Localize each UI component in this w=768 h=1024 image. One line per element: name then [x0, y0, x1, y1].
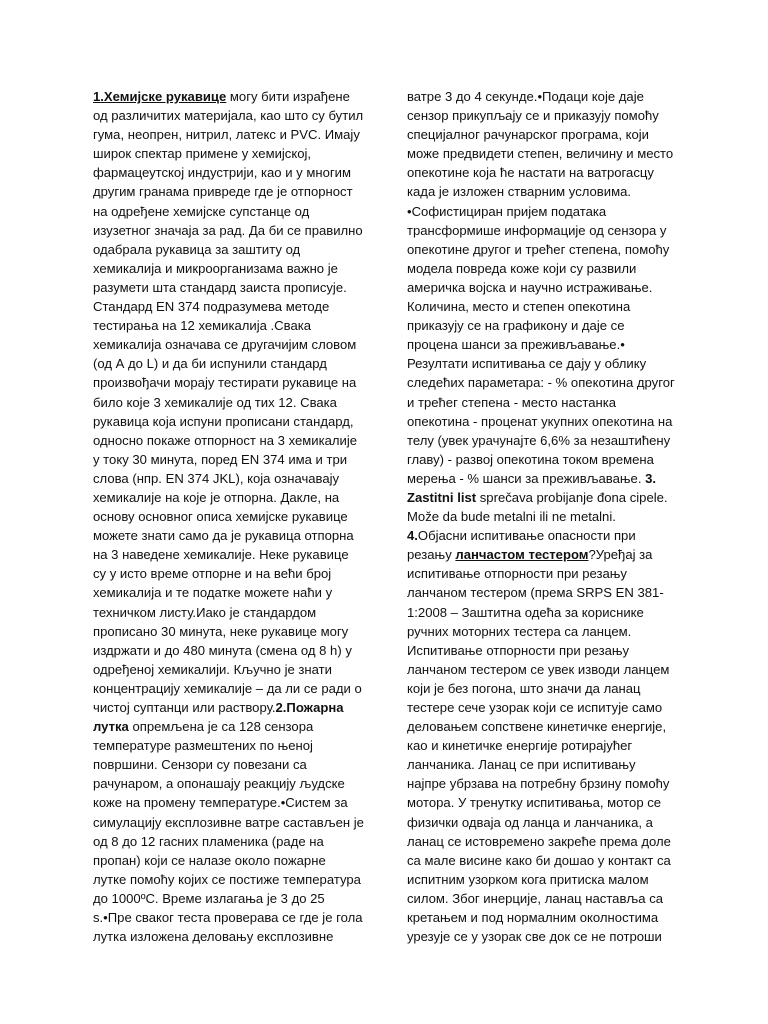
- text-line: (од А до L) и да би испунили стандард: [93, 356, 327, 372]
- section-3-number: 3.: [645, 470, 657, 486]
- right-column: [407, 87, 683, 946]
- text-line: урезује се у узорак све док се не потроши: [407, 929, 662, 945]
- text-line: Резултати испитивања се дају у облику: [407, 356, 647, 372]
- text-line: силом. Због инерције, ланац наставља са: [407, 890, 664, 906]
- text-line: опекотине другог и трећег степена, помоћу: [407, 241, 670, 257]
- text-line: физички одваја од ланца и ланчаника, а: [407, 814, 653, 830]
- text-line: можете знати само да је рукавица отпорна: [93, 528, 354, 544]
- text-line: процена шанси за преживљавање.•: [407, 337, 625, 353]
- text-line: може предвидети степен, величину и место: [407, 146, 674, 162]
- text-line: ланчаном тестером се увек изводи ланцем: [407, 661, 670, 677]
- text-line: хемикалија означава се другачијим словом: [93, 337, 357, 353]
- left-text-block-2: [93, 736, 379, 946]
- text-line: следећих параметара: - % опекотина другог: [407, 375, 675, 391]
- text-line: најпре убрзава на потребну брзину помоћу: [407, 776, 670, 792]
- text-line: изузетног значаја за рад. Да би се правилно: [93, 222, 363, 238]
- text-line: •Софистициран пријем података: [407, 203, 607, 219]
- left-column: [93, 87, 379, 946]
- text-line: Испитивање отпорности при резању: [407, 642, 630, 658]
- text-line: разумети шта стандард заиста прописује.: [93, 279, 347, 295]
- text-line: ланац се истовремено закреће према доле: [407, 833, 671, 849]
- text-line: испитним узорком кога притиска малом: [407, 871, 649, 887]
- right-text-block-1: [407, 87, 683, 469]
- section-4-number: 4.: [407, 528, 418, 544]
- text-line: телу (увек урачунајте 6,6% за незаштићену: [407, 432, 671, 448]
- text-line: опекотине која ће настати на ватрогасцу: [407, 165, 654, 181]
- text-line: температуре размештених по њеној: [93, 738, 313, 754]
- text-line: лутка опремљена је са 128 сензора: [93, 719, 314, 735]
- text-line: фармацеутској индустрији, као и у многим: [93, 165, 351, 181]
- text-line: Стандард EN 374 подразумева методе: [93, 299, 330, 315]
- text-line: 4.Објасни испитивање опасности при: [407, 528, 636, 544]
- text-line: техничком листу.Иако је стандардом: [93, 604, 317, 620]
- text-line: хемикалија и те податке можете наћи у: [93, 585, 333, 601]
- text-line: хемикалија и микроорганизама важно је: [93, 260, 338, 276]
- text-line: од различитих материјала, као што су бутил: [93, 108, 364, 124]
- text-line: са мале висине како би дошао у контакт са: [407, 852, 671, 868]
- text-line: ручних моторних тестера са ланцем.: [407, 623, 632, 639]
- text-line: Može da bude metalni ili ne metalni.: [407, 509, 616, 525]
- section-3-heading: Zastitni list: [407, 489, 477, 505]
- text-line: произвођачи морају тестирати рукавице на: [93, 375, 357, 391]
- text-line: резању ланчастом тестером?Уређај за: [407, 547, 653, 563]
- text-line: концентрацију хемикалије – да ли се ради о: [93, 680, 362, 696]
- text-line: ланчаном тестером (према SRPS EN 381-: [407, 585, 664, 601]
- section-1-heading: 1.Хемијске рукавице: [93, 89, 227, 104]
- text-line: било које 3 хемикалије од тих 12. Свака: [93, 394, 337, 410]
- text-line: у току 30 минута, поред EN 374 има и три: [93, 451, 348, 467]
- text-line: тестирања на 12 хемикалија .Свака: [93, 318, 312, 334]
- text-line: гума, неопрен, нитрил, латекс и PVC. Имају: [93, 127, 360, 143]
- text-line: који је без погона, што значи да ланац: [407, 680, 641, 696]
- text-line: чистој суптанци или раствору.2.Пожарна: [93, 700, 344, 715]
- text-line: одређеној хемикалији. Кључно је знати: [93, 661, 332, 677]
- text-line: ватре 3 до 4 секунде.•Подаци које даје: [407, 89, 644, 104]
- text-line: као и кинетичке енергије ротирајућег: [407, 738, 633, 754]
- text-line: ланчаника. Ланац се при испитивању: [407, 757, 636, 773]
- text-line: до 1000ºC. Време излагања је 3 до 25: [93, 890, 325, 906]
- text-line: односно покаже отпорност на 3 хемикалије: [93, 432, 358, 448]
- text-line: 1:2008 – Заштитна одећа за кориснике: [407, 604, 644, 620]
- text-line: специјалног рачунарског програма, који: [407, 127, 649, 143]
- text-line: основу основног описа хемијске рукавице: [93, 509, 348, 525]
- text-line: испитивање отпорности при резању: [407, 566, 627, 582]
- text-line: коже на промену температуре.•Систем за: [93, 795, 348, 811]
- text-line: главу) - развој опекотина током времена: [407, 451, 654, 467]
- text-line: када је изложен стварним условима.: [407, 184, 632, 200]
- text-line: пропан) који се налазе около пожарне: [93, 852, 326, 868]
- text-line: од 8 до 12 гасних пламеника (раде на: [93, 833, 324, 849]
- text-line: америчка војска и научно истраживање.: [407, 279, 653, 295]
- section-2-heading-cont: лутка: [93, 719, 129, 735]
- text-line: хемикалије на које је отпорна. Дакле, на: [93, 489, 340, 505]
- text-line: 1.Хемијске рукавице могу бити израђене: [93, 89, 350, 104]
- left-text-block-1: [93, 106, 379, 698]
- text-line: на одређене хемијске супстанце од: [93, 203, 310, 219]
- text-line: мотора. У тренутку испитивања, мотор се: [407, 795, 662, 811]
- text-line: мерења - % шанси за преживљавање. 3.: [407, 470, 657, 486]
- text-line: лутка изложена деловању експлозивне: [93, 929, 334, 945]
- text-line: издржати и до 480 минута (смена од 8 h) у: [93, 642, 352, 658]
- text-line: рачунаром, а опонашају реакцију људске: [93, 776, 345, 792]
- text-line: прописано 30 минута, неке рукавице могу: [93, 623, 349, 639]
- text-line: на 3 наведене хемикалије. Неке рукавице: [93, 547, 349, 563]
- text-line: површини. Сензори су повезани са: [93, 757, 307, 773]
- text-line: Количина, место и степен опекотина: [407, 299, 631, 315]
- text-line: опекотина - проценат укупних опекотина на: [407, 413, 673, 429]
- text-line: сензор прикупљају се и приказују помоћу: [407, 108, 659, 124]
- text-line: деловањем сопствене кинетичке енергије,: [407, 719, 667, 735]
- text-line: тестере сече узорак који се испитује само: [407, 700, 663, 715]
- text-line: трансформише информације од сензора у: [407, 222, 667, 238]
- section-4-heading: ланчастом тестером: [455, 547, 589, 563]
- section-2-heading: 2.Пожарна: [275, 700, 344, 715]
- text-line: слова (нпр. EN 374 JKL), која означавају: [93, 470, 340, 486]
- text-line: одабрала рукавица за заштиту од: [93, 241, 301, 257]
- text-line: симулацију експлозивне ватре састављен је: [93, 814, 364, 830]
- text-line: и трећег степена - место настанка: [407, 394, 617, 410]
- text-line: s.•Пре сваког теста проверава се где је гола: [93, 910, 363, 926]
- right-text-block-2: [407, 564, 683, 946]
- text-line: су у исто време отпорне и на већи број: [93, 566, 332, 582]
- text-line: кретањем и под нормалним околностима: [407, 910, 659, 926]
- text-line: Zastitni list sprečava probijanje đona cipele.: [407, 489, 668, 505]
- text-line: приказују се на графикону и даје се: [407, 318, 625, 334]
- text-line: широк спектар примене у хемијској,: [93, 146, 312, 162]
- text-line: лутке помоћу којих се постиже температура: [93, 871, 361, 887]
- text-line: другим гранама привреде где је отпорност: [93, 184, 353, 200]
- text-line: модела повреда коже који су развили: [407, 260, 637, 276]
- text-line: рукавица која испуни прописани стандард,: [93, 413, 354, 429]
